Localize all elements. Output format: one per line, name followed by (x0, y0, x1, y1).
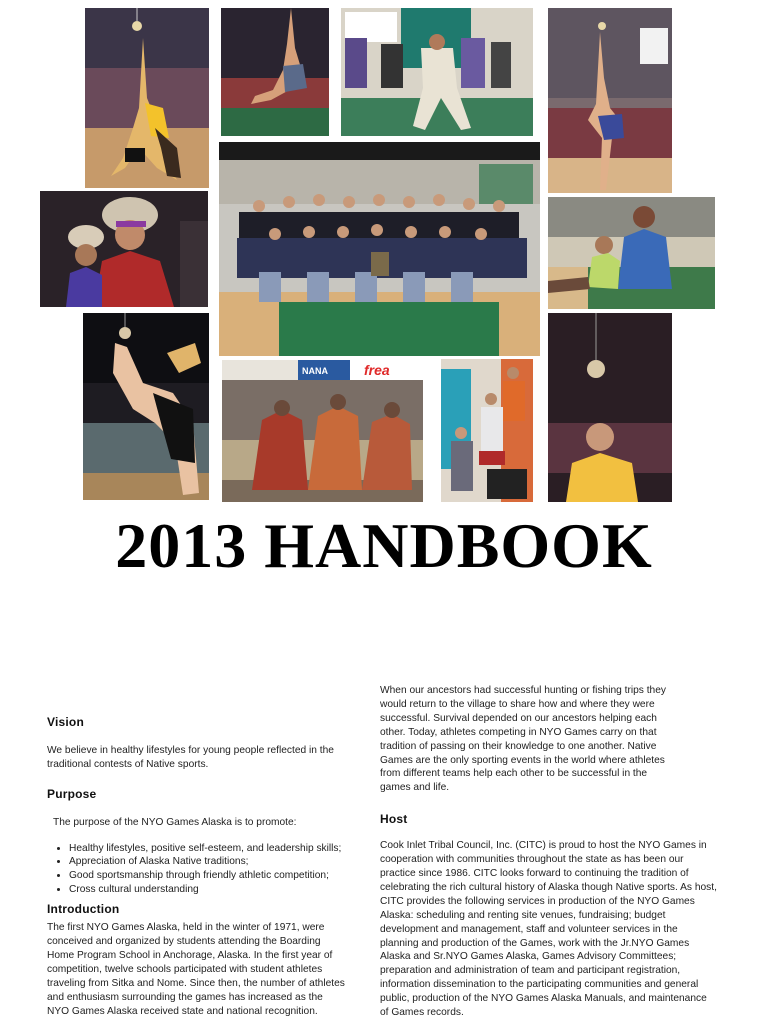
photo-athlete-high-kick-bleachers (221, 8, 329, 136)
ancestors-text: When our ancestors had successful hunting or fishing trips they would return to the village to share how and where they were successful. Survival depended on our ancestors helping each other. Today, athletes competing in NYO Games carry on that tradition of passing on their knowledge to one another. Native Games are the only sporting events in the world where athletes from different teams help each other to be successful in the games and life. (380, 685, 666, 794)
left-column (47, 716, 347, 1018)
photo-athlete-one-foot-high-kick (85, 8, 209, 188)
purpose-list-item: • Appreciation of Alaska Native traditions; (69, 855, 347, 869)
purpose-intro: The purpose of the NYO Games Alaska is to promote: (53, 816, 297, 828)
introduction-heading: Introduction (47, 902, 120, 917)
purpose-list (47, 842, 347, 898)
page-title: 2013 HANDBOOK (115, 510, 653, 581)
host-text: Cook Inlet Tribal Council, Inc. (CITC) is proud to host the NYO Games in cooperation with communities throughout the state as has been our practice since 1986. CITC looks forward to continuing the tradition of celebrating the rich cultural history of Alaska though Native sports. As host, CITC provides the following services in production of the NYO Games Alaska: scheduling and renting site venues, fundraising; budget development and management, staff and volunteer services in the planning and production of the Games, work with the Jr.NYO Games Alaska and Sr.NYO Games Alaska, Games Advisory Committees; preparation and administration of team and participant registration, information dissemination to the participating communities and general public, production of the NYO Games Alaska Manuals, and maintenance of Games records. (380, 840, 717, 1019)
photo-elders-in-traditional-headdress (40, 191, 208, 307)
host-heading: Host (380, 812, 408, 827)
photo-athlete-alaskan-high-kick-handstand (548, 8, 672, 193)
photo-children-playing-with-elder (548, 197, 715, 309)
right-column (380, 684, 718, 1020)
photo-athlete-demonstration-with-drummers (341, 8, 533, 136)
svg-text:NANA: NANA (302, 366, 328, 376)
photo-dancers-in-traditional-regalia (222, 360, 423, 502)
photo-athlete-watching-target-ball (548, 313, 672, 502)
purpose-list-item: • Cross cultural understanding (69, 883, 347, 897)
purpose-list-item: • Good sportsmanship through friendly athletic competition; (69, 869, 347, 883)
vision-text: We believe in healthy lifestyles for young people reflected in the traditional contests of Native sports. (47, 744, 334, 770)
photo-team-group-photo-with-trophy (219, 142, 540, 356)
introduction-text: The first NYO Games Alaska, held in the winter of 1971, were conceived and organized by students attending the Boarding Home Program School in Anchorage, Alaska. In the first year of competition, twelve schools participated with student athletes traveling from Sitka and Nome. Since then, the number of athletes and enthusiasm surrounding the games has increased as the NYO Games Alaska received state and national recognition. (47, 922, 345, 1017)
purpose-list-item: • Healthy lifestyles, positive self-esteem, and leadership skills; (69, 842, 347, 856)
purpose-heading: Purpose (47, 786, 97, 801)
svg-text:frea: frea (364, 362, 390, 378)
photo-officials-and-athletes-standing (441, 359, 533, 502)
photo-athlete-two-foot-high-kick (83, 313, 209, 500)
vision-heading: Vision (47, 715, 84, 729)
